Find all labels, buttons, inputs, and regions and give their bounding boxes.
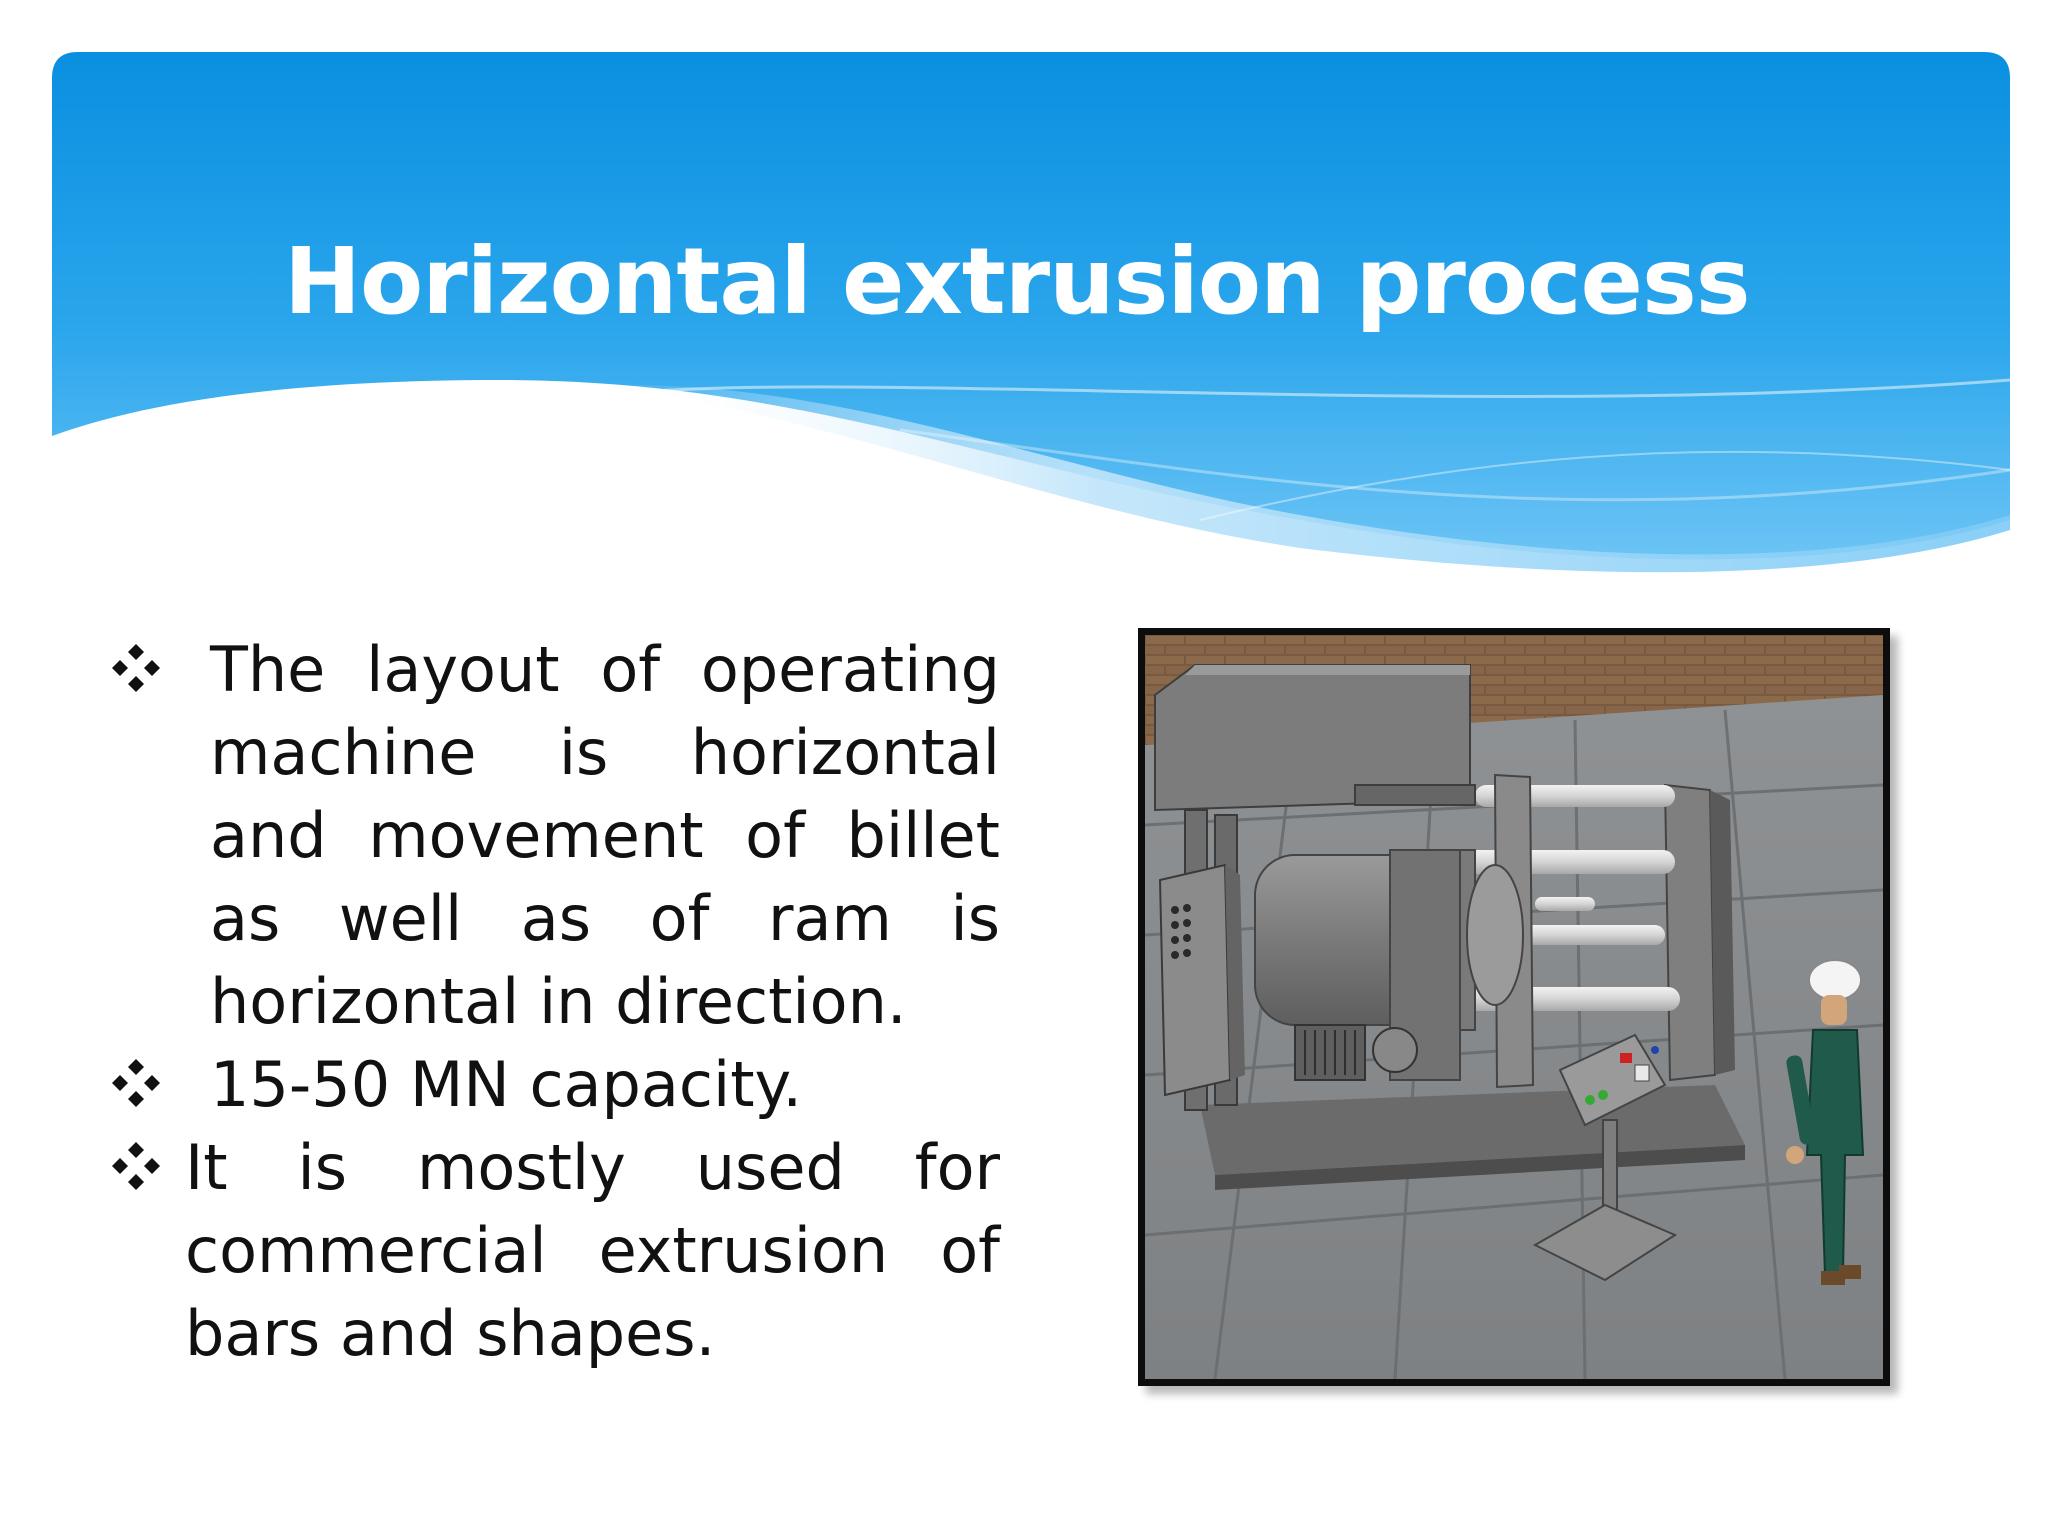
bullet-list [110, 628, 1000, 1375]
extrusion-machine-image [1138, 628, 1890, 1386]
slide-title: Horizontal extrusion process [284, 228, 1750, 335]
bullet-item-layout [110, 628, 1000, 1043]
bullet-item-capacity [110, 1043, 1000, 1126]
bullet-text-layout: The layout of operating machine is horizontal and movement of billet as well as of ram is horizontal in direction. [210, 633, 1000, 1038]
extrusion-machine-illustration [1145, 635, 1883, 1379]
bullet-text-usage: It is mostly used for commercial extrusion of bars and shapes. [185, 1131, 1000, 1370]
four-diamond-bullet-icon [110, 642, 162, 694]
bullet-item-usage [110, 1126, 1000, 1375]
header-banner [0, 0, 2048, 600]
four-diamond-bullet-icon [110, 1057, 162, 1109]
bullet-text-capacity: 15-50 MN capacity. [210, 1048, 803, 1121]
four-diamond-bullet-icon [110, 1140, 162, 1192]
